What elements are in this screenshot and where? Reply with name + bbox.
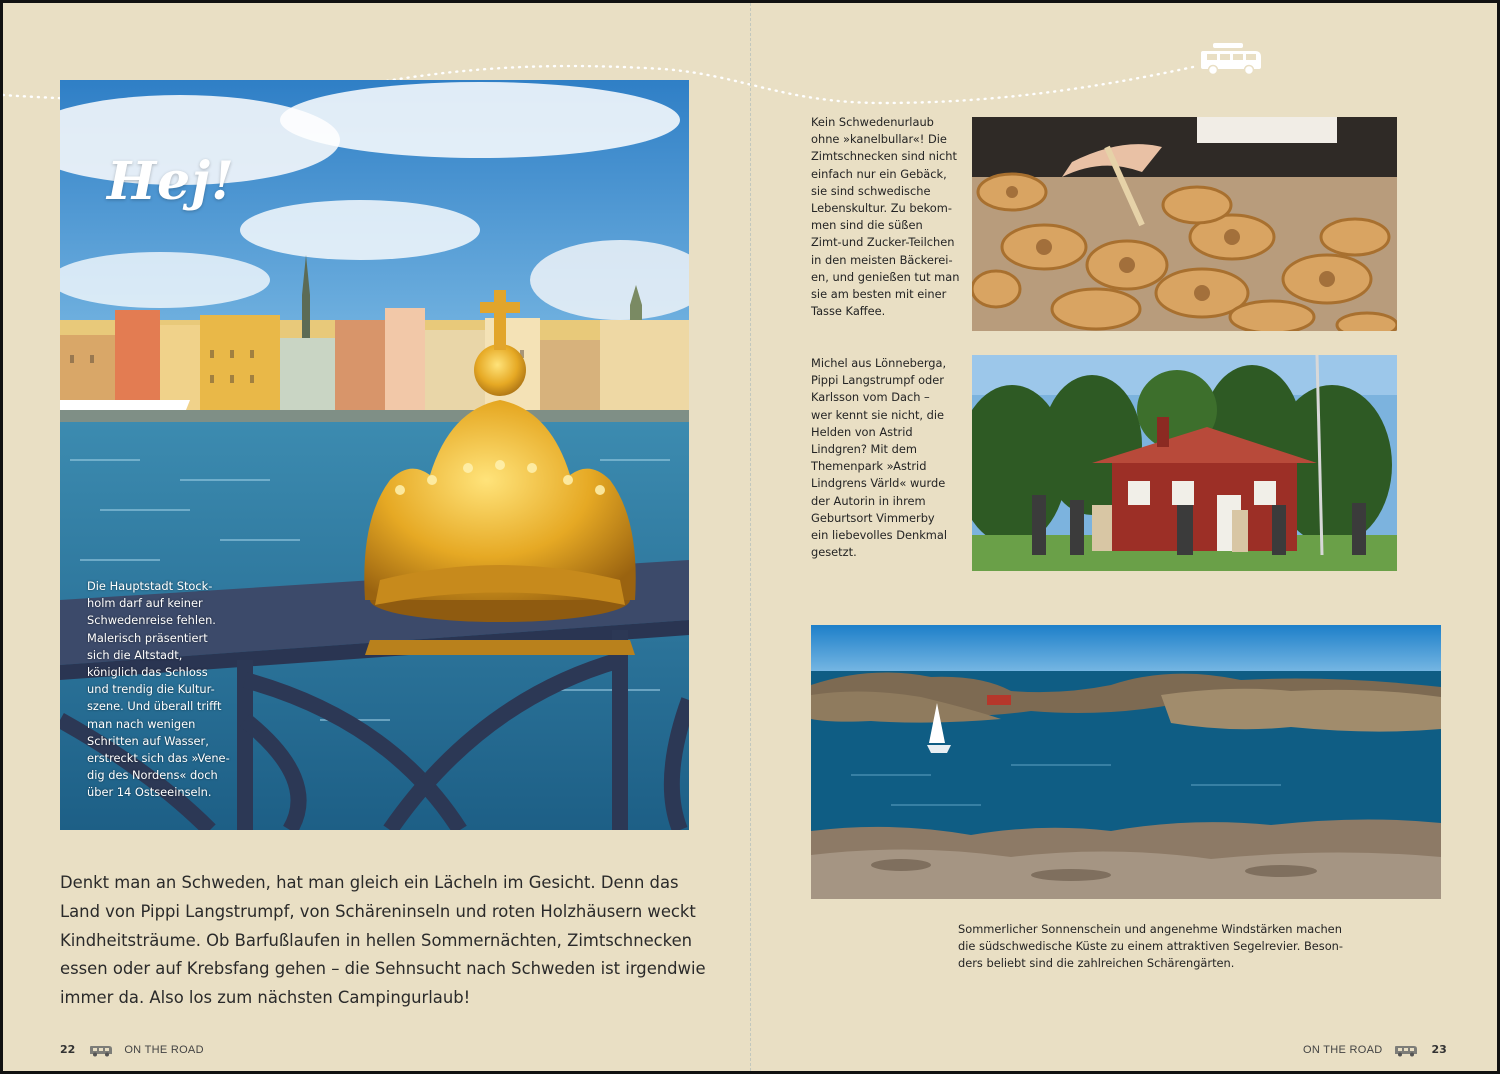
left-folio — [60, 1043, 204, 1057]
cinnamon-buns-caption: Kein Schwedenurlaub ohne »kanelbullar«! Die Zimtschnecken sind nicht einfach nur ein Gebäck, sie sind schwedische Lebenskultur. Zu bekom- men sind die süßen Zimt-und Zucker-Teilchen in den meisten Bäckerei- en, und genießen tut man sie am besten mit einer Tasse Kaffee. — [811, 115, 960, 319]
astrid-lindgren-caption: Michel aus Lönneberga, Pippi Langstrumpf oder Karlsson vom Dach – wer kennt sie nicht, die Helden von Astrid Lindgren? Mit dem Themenpark »Astrid Lindgrens Värld« wurde der Autorin in ihrem Geburtsort Vimmerby ein liebevolles Denkmal gesetzt. — [811, 356, 948, 560]
camper-van-icon — [1394, 1043, 1418, 1057]
camper-van-icon — [1199, 41, 1265, 77]
running-head-left: ON THE ROAD — [124, 1044, 204, 1056]
page-gutter — [750, 3, 752, 1071]
right-folio — [1303, 1043, 1447, 1057]
page-number-left: 22 — [60, 1043, 76, 1056]
magazine-spread — [3, 3, 1497, 1071]
coast-caption: Sommerlicher Sonnenschein und angenehme Windstärken machen die südschwedische Küste zu einem attraktiven Segelrevier. Beson- ders beliebt sind die zahlreichen Schärengärten. — [958, 922, 1343, 971]
intro-paragraph: Denkt man an Schweden, hat man gleich ein Lächeln im Gesicht. Denn das Land von Pippi Langstrumpf, von Schäreninseln und roten Holzhäusern weckt Kindheitsträume. Ob Barfußlaufen in hellen Sommernächten, Zimtschnecken essen oder auf Krebsfang gehen – die Sehnsucht nach Schweden ist irgendwie immer da. Also los zum nächsten Campingurlaub! — [60, 873, 706, 1008]
astrid-lindgren-park-photo — [972, 355, 1397, 571]
swedish-coast-photo — [811, 625, 1441, 899]
camper-van-icon — [89, 1043, 113, 1057]
running-head-right: ON THE ROAD — [1303, 1044, 1383, 1056]
cinnamon-buns-photo — [972, 117, 1397, 331]
page-number-right: 23 — [1431, 1043, 1447, 1056]
stockholm-photo-caption: Die Hauptstadt Stock- holm darf auf keiner Schwedenreise fehlen. Malerisch präsentiert sich die Altstadt, königlich das Schloss und trendig die Kultur- szene. Und überall trifft man nach wenigen Schritten auf Wasser, erstreckt sich das »Vene- dig des Nordens« doch über 14 Ostseeinseln. — [87, 579, 230, 800]
headline-hej: Hej! — [107, 151, 235, 212]
